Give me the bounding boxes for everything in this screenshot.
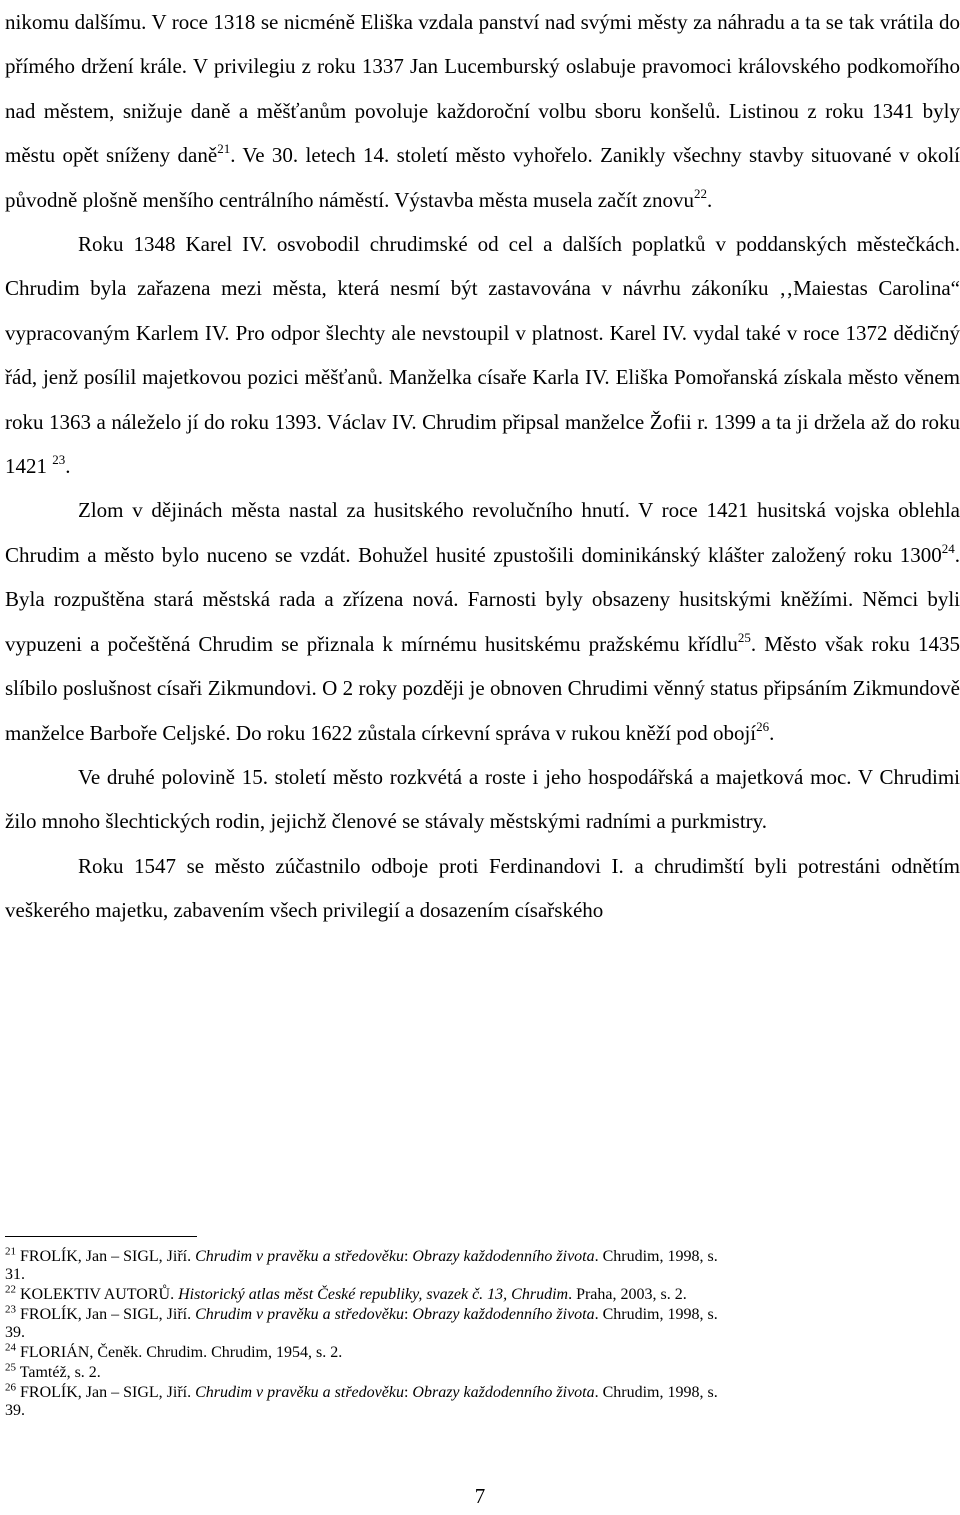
footnote-title: Chrudim v pravěku a středověku <box>195 1248 404 1265</box>
footnote-text: 31. <box>5 1266 25 1283</box>
footnote-title: Chrudim v pravěku a středověku <box>195 1306 404 1323</box>
footnote <box>5 1245 960 1284</box>
footnote-number: 25 <box>5 1361 16 1374</box>
footnote-line <box>5 1245 960 1266</box>
paragraph <box>5 0 960 222</box>
footnote-title: Chrudim v pravěku a středověku <box>195 1384 404 1401</box>
footnote <box>5 1381 960 1420</box>
footnote-reference: 22 <box>693 185 707 201</box>
paragraph-text: Ve druhé polovině 15. století město rozkvétá a roste i jeho hospodářská a majetková moc. V Chrudimi žilo mnoho šlechtických rodin, jejichž členové se stávaly městskými radními a purkmistry. <box>5 764 960 834</box>
paragraph-text: . Byla rozpuštěna stará městská rada a zřízena nová. Farnosti byly obsazeny husitskými kněžími. Němci byli vypuzeni a počeštěná Chrudim se přiznala k mírnému husitskému pražskému křídlu <box>5 542 960 656</box>
footnote-text: . Chrudim, 1998, s. <box>594 1384 718 1401</box>
footnote-title: Obrazy každodenního života <box>412 1248 595 1265</box>
footnote-text: FROLÍK, Jan – SIGL, Jiří. <box>16 1384 196 1401</box>
footnote-text: Tamtéž, s. 2. <box>16 1364 101 1381</box>
paragraph-text: . Ve 30. letech 14. století město vyhořelo. Zanikly všechny stavby situované v okolí původně plošně menšího centrálního náměstí. Výstavba města musela začít znovu <box>5 143 960 212</box>
paragraph-text: . Město však roku 1435 slíbilo poslušnost císaři Zikmundovi. O 2 roky později je obnoven Chrudimi věnný status připsáním Zikmundově manželce Barboře Celjské. Do roku 1622 zůstala církevní správa v rukou kněží pod obojí <box>5 631 960 745</box>
footnote <box>5 1283 960 1304</box>
paragraph-text: . <box>706 187 713 212</box>
footnote-reference: 23 <box>52 452 66 468</box>
footnote-title: Obrazy každodenního života <box>412 1384 595 1401</box>
footnote-text: FROLÍK, Jan – SIGL, Jiří. <box>16 1306 196 1323</box>
footnote-number: 24 <box>5 1341 16 1354</box>
paragraph <box>5 488 960 754</box>
footnote-line <box>5 1266 960 1284</box>
footnote-line <box>5 1381 960 1402</box>
footnote-line <box>5 1341 960 1362</box>
footnote-number: 22 <box>5 1283 16 1296</box>
page-number: 7 <box>474 1484 486 1508</box>
footnote-text: 39. <box>5 1402 25 1419</box>
footnote-title: Historický atlas měst České republiky, svazek č. 13, Chrudim <box>178 1286 569 1303</box>
footnotes <box>5 1245 960 1422</box>
body-text <box>5 0 960 933</box>
paragraph-text: nikomu dalšímu. V roce 1318 se nicméně Eliška vzdala panství nad svými městy za náhradu a ta se tak vrátila do přímého držení krále. V privilegiu z roku 1337 Jan Lucemburský oslabuje pravomoci královského podkomořího nad městem, snižuje daně a měšťanům povoluje každoroční volbu sboru konšelů. Listinou z roku 1341 byly městu opět sníženy daně <box>5 10 960 168</box>
footnote-text: : <box>403 1384 413 1401</box>
footnote-text: . Chrudim, 1998, s. <box>594 1248 718 1265</box>
footnote-separator <box>5 1236 197 1237</box>
footnote-text: . Chrudim, 1998, s. <box>594 1306 718 1323</box>
footnote-text: KOLEKTIV AUTORŮ. <box>16 1286 179 1303</box>
footnote-text: : <box>403 1306 413 1323</box>
paragraph-text: Roku 1547 se město zúčastnilo odboje proti Ferdinandovi I. a chrudimští byli potrestáni odnětím veškerého majetku, zabavením všech privilegií a dosazením císařského <box>5 853 960 923</box>
footnote-line <box>5 1324 960 1342</box>
footnote <box>5 1361 960 1382</box>
footnote <box>5 1341 960 1362</box>
footnote-reference: 21 <box>217 141 231 157</box>
paragraph <box>5 755 960 844</box>
paragraph-text: . <box>769 720 775 745</box>
footnote-number: 23 <box>5 1303 16 1316</box>
footnote-line <box>5 1402 960 1420</box>
footnote-reference: 24 <box>941 540 955 556</box>
footnote-number: 21 <box>5 1245 16 1258</box>
footnote-line <box>5 1283 960 1304</box>
paragraph-text: . <box>65 454 71 479</box>
footnote-text: : <box>403 1248 413 1265</box>
paragraph <box>5 222 960 488</box>
paragraph-text: Zlom v dějinách města nastal za husitského revolučního hnutí. V roce 1421 husitská vojska oblehla Chrudim a město bylo nuceno se vzdát. Bohužel husité zpustošili dominikánský klášter založený roku 1300 <box>5 498 960 567</box>
footnote-text: FROLÍK, Jan – SIGL, Jiří. <box>16 1248 196 1265</box>
footnote-line <box>5 1361 960 1382</box>
footnote-reference: 26 <box>756 718 770 734</box>
footnote-number: 26 <box>5 1381 16 1394</box>
footnote-text: FLORIÁN, Čeněk. Chrudim. Chrudim, 1954, s. 2. <box>16 1344 343 1361</box>
footnote-reference: 25 <box>737 629 751 645</box>
footnote-title: Obrazy každodenního života <box>412 1306 595 1323</box>
footnote-line <box>5 1303 960 1324</box>
footnote <box>5 1303 960 1342</box>
footnote-text: . Praha, 2003, s. 2. <box>568 1286 687 1303</box>
paragraph <box>5 844 960 933</box>
paragraph-text: Roku 1348 Karel IV. osvobodil chrudimské od cel a dalších poplatků v poddanských městečkách. Chrudim byla zařazena mezi města, která nesmí být zastavována v návrhu zákoníku ‚‚Maiestas Carolina“ vypracovaným Karlem IV. Pro odpor šlechty ale nevstoupil v platnost. Karel IV. vydal také v roce 1372 dědičný řád, jenž posílil majetkovou pozici měšťanů. Manželka císaře Karla IV. Eliška Pomořanská získala město věnem roku 1363 a náleželo jí do roku 1393. Václav IV. Chrudim připsal manželce Žofii r. 1399 a ta ji držela až do roku 1421 <box>5 232 960 479</box>
footnote-text: 39. <box>5 1324 25 1341</box>
